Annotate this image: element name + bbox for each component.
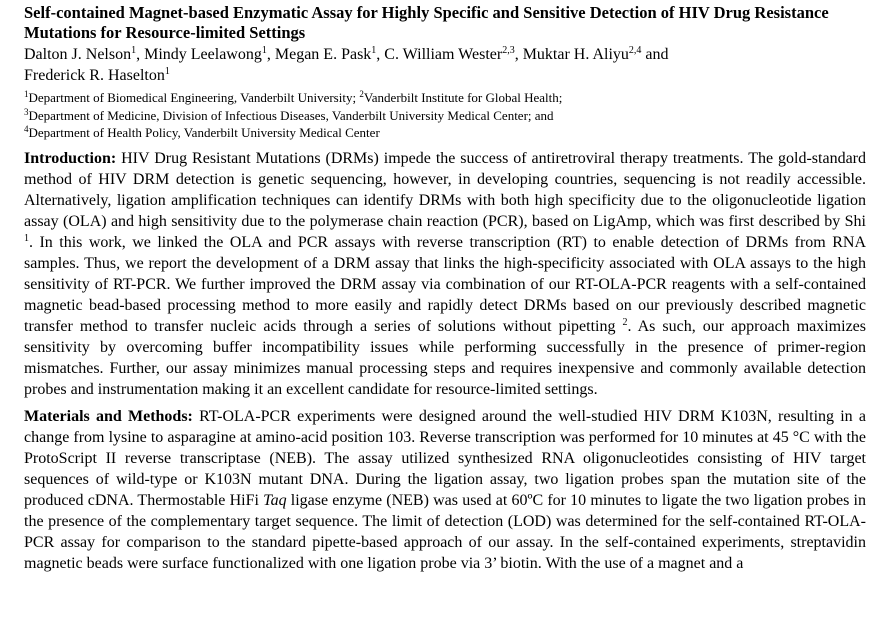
citation-ref: 2	[622, 316, 628, 328]
author: Mindy Leelawong$^1$,	[144, 45, 275, 63]
author: Megan E. Pask$^1$,	[274, 45, 385, 63]
introduction-text: . In this work, we linked the OLA and PCR assays with reverse transcription (RT) to enable detection of DRMs from RNA samples. Thus, we report the development of a DRM assay that links the high-specificity associated with OLA assays to the high sensitivity of RT-PCR. We further improved the DRM assay via combination of our RT-OLA-PCR reagents with a self-contained magnetic bead-based processing method to more easily and rapidly detect DRMs based on our previously described magnetic transfer method to transfer nucleic acids through a series of solutions without pipetting	[24, 233, 866, 335]
affiliation-line: $^4$Department of Health Policy, Vanderbilt University Medical Center	[24, 124, 380, 140]
paper-page	[24, 0, 866, 574]
introduction-section	[24, 148, 866, 400]
affiliation-line: $^1$Department of Biomedical Engineering, Vanderbilt University; $^2$Vanderbilt Institute for Global Health;	[24, 89, 563, 105]
methods-section	[24, 406, 866, 574]
author: Frederick R. Haselton$^1$	[24, 66, 170, 84]
author: Dalton J. Nelson$^1$,	[24, 45, 145, 63]
author: C. William Wester$^{2,3}$,	[384, 45, 523, 63]
methods-text: ligase enzyme (NEB) was used at 60ºC for 10 minutes to ligate the two ligation probes in the presence of the complementary target sequence. The limit of detection (LOD) was determined for the self-contained RT-OLA-PCR assay for comparison to the standard pipette-based approach of our assay. In the self-contained experiments, streptavidin magnetic beads were surface functionalized with one ligation probe via 3’ biotin. With the use of a magnet and a	[24, 491, 866, 572]
citation-ref: 1	[24, 232, 29, 244]
author-list	[24, 44, 866, 86]
introduction-text: HIV Drug Resistant Mutations (DRMs) impede the success of antiretroviral therapy treatments. The gold-standard method of HIV DRM detection is genetic sequencing, however, in developing countries, sequencing is not readily accessible. Alternatively, ligation amplification techniques can identify DRMs with both high specificity due to the oligonucleotide ligation assay (OLA) and high sensitivity due to the polymerase chain reaction (PCR), based on LigAmp, which was first described by Shi	[24, 149, 866, 230]
paper-title: Self-contained Magnet-based Enzymatic Assay for Highly Specific and Sensitive Detection of HIV Drug Resistance Mutations for Resource-limited Settings	[24, 3, 829, 42]
introduction-heading: Introduction:	[24, 149, 117, 167]
methods-text: RT-OLA-PCR experiments were designed around the well-studied HIV DRM K103N, resulting in a change from lysine to asparagine at amino-acid position 103. Reverse transcription was performed for 10 minutes at 45 °C with the ProtoScript II reverse transcriptase (NEB). The assay utilized synthesized RNA oligonucleotides consisting of HIV target sequences of wild-type or K103N mutant DNA. During the ligation assay, two ligation probes span the mutation site of the produced cDNA. Thermostable HiFi	[24, 407, 866, 509]
methods-italic-term: Taq	[263, 491, 287, 509]
author: Muktar H. Aliyu$^{2,4}$ and	[522, 45, 669, 63]
methods-heading: Materials and Methods:	[24, 407, 193, 425]
introduction-text: . As such, our approach maximizes sensitivity by overcoming buffer incompatibility issues while performing successfully in the presence of primer-region mismatches. Further, our assay minimizes manual processing steps and requires inexpensive and commonly available detection probes and instrumentation making it an excellent candidate for resource-limited settings.	[24, 317, 867, 398]
affiliation-line: $^3$Department of Medicine, Division of Infectious Diseases, Vanderbilt University Medical Center; and	[24, 106, 554, 123]
affiliations	[24, 89, 866, 142]
